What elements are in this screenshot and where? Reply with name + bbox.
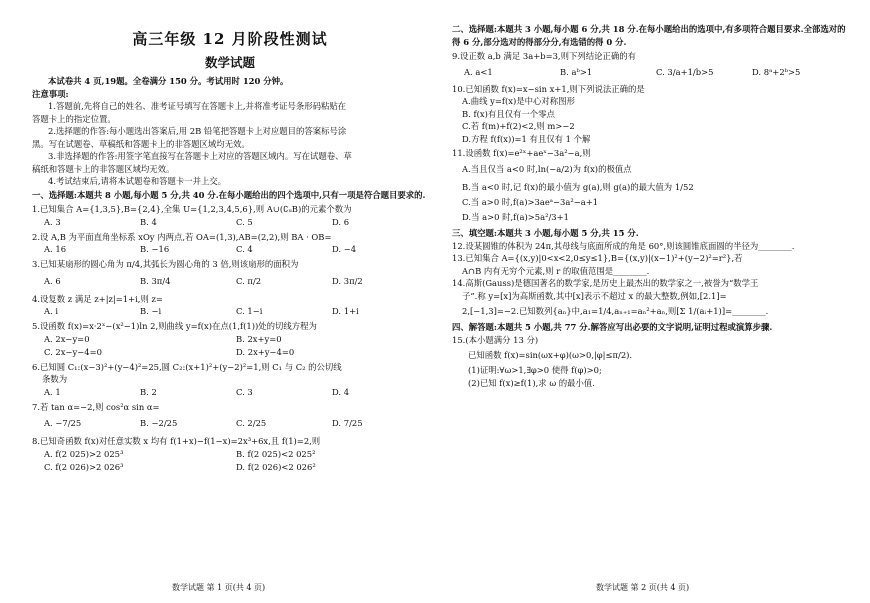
option-c: C. 5 (236, 216, 253, 227)
exam-info: 本试卷共 4 页,19题。全卷满分 150 分。考试用时 120 分钟。 (48, 76, 289, 86)
section-3-heading: 三、填空题:本题共 3 小题,每小题 5 分,共 15 分. (452, 228, 639, 238)
option-b: B. 2 (140, 386, 157, 397)
question-1: 1.已知集合 A={1,3,5},B={2,4},全集 U={1,2,3,4,5,6},则 A∪(∁ᵤB)的元素个数为 (32, 204, 352, 214)
question-7-options (32, 413, 428, 433)
option-b: B. aᵇ>1 (560, 66, 593, 77)
question-4: 4.设复数 z 满足 z+|z|=1+i,则 z= (32, 293, 163, 304)
option-a: A. a<1 (464, 66, 493, 77)
option-a: A. f(2 025)>2 025³ (44, 448, 124, 459)
question-15-stem: 已知函数 f(x)=sin(ωx+φ)(ω>0,|φ|≤π/2). (468, 350, 633, 360)
option-d: D. 6 (332, 216, 350, 227)
option-c: C. π/2 (236, 275, 262, 286)
exam-title: 高三年级 12 月阶段性测试 (132, 30, 328, 48)
option-c: C. 4 (236, 244, 253, 254)
section-4-heading: 四、解答题:本题共 5 小题,共 77 分.解答应写出必要的文字说明,证明过程或演算步骤. (452, 322, 773, 332)
question-4-options (32, 305, 428, 318)
option-a: A. 6 (44, 275, 61, 286)
question-2-options (32, 243, 428, 256)
question-8: 8.已知奇函数 f(x)对任意实数 x 均有 f(1+x)−f(1−x)=2x³+6x,且 f(1)=2,则 (32, 436, 321, 446)
question-5-options-row-2 (32, 346, 428, 359)
option-b: B. −i (140, 306, 162, 316)
question-11-option-c: C.当 a>0 时,f(a)>3aeᵃ−3a²−a+1 (462, 196, 599, 207)
option-c: C. 2/25 (236, 418, 267, 428)
option-b: B. 3π/4 (140, 275, 171, 286)
question-11-option-d: D.当 a>0 时,f(a)>5a²/3+1 (462, 212, 569, 222)
question-10: 10.已知函数 f(x)=x−sin x+1,则下列说法正确的是 (452, 83, 645, 94)
option-d: D. 7/25 (332, 418, 363, 428)
option-a: A. 3 (44, 216, 61, 227)
question-3-options (32, 271, 428, 291)
page-1 (32, 22, 428, 474)
section-2-heading: 二、选择题:本题共 3 小题,每小题 6 分,共 18 分.在每小题给出的选项中,有多项符合题目要求.全部选对的得 6 分,部分选对的得部分分,有选错的得 0 分. (452, 24, 846, 47)
page-2-footer: 数学试题 第 2 页(共 4 页) (596, 583, 690, 592)
option-a: A. 1 (44, 386, 61, 397)
option-d: D. f(2 026)<2 026² (236, 461, 316, 472)
question-2: 2.设 A,B 为平面直角坐标系 xOy 内两点,若 OA=(1,3),AB=(2,2),则 BA · OB= (32, 231, 332, 242)
note-2-line-1: 2.选择题的作答:每小题选出答案后,用 2B 铅笔把答题卡上对应题目的答案标号涂 (48, 126, 347, 136)
question-11: 11.设函数 f(x)=e²ˣ+aeˣ−3a²−a,则 (452, 148, 591, 158)
question-6-options (32, 386, 428, 399)
option-b: B. −2/25 (140, 418, 178, 428)
option-d: D. 2x+y−4=0 (236, 346, 295, 357)
option-b: B. f(2 025)<2 025² (236, 448, 316, 459)
question-11-option-b: B.当 a<0 时,记 f(x)的最小值为 g(a),则 g(a)的最大值为 1/52 (462, 181, 694, 192)
option-c: C. f(2 026)>2 026³ (44, 461, 124, 472)
option-a: A. 16 (44, 244, 67, 254)
exam-subtitle: 数学试题 (204, 55, 255, 70)
page-2 (452, 22, 848, 389)
option-b: B. −16 (140, 244, 170, 254)
option-a: A. 2x−y=0 (44, 333, 90, 344)
question-3: 3.已知某扇形的圆心角为 π/4,其弧长为圆心角的 3 倍,则该扇形的面积为 (32, 259, 299, 269)
question-7: 7.若 tan α=−2,则 cos²α sin α= (32, 401, 160, 412)
note-1-line-2: 答题卡上的指定位置。 (32, 113, 116, 124)
question-13-line-2: A∩B 内有无穷个元素,则 r 的取值范围是________. (462, 265, 650, 276)
question-10-option-d: D.方程 f(f(x))=1 有且仅有 1 个解 (462, 133, 591, 144)
question-8-options-row-2 (32, 461, 428, 474)
question-1-options (32, 216, 428, 229)
option-c: C. 3/a+1/b>5 (656, 66, 714, 77)
question-11-option-a: A.当且仅当 a<0 时,ln(−a/2)为 f(x)的极值点 (462, 163, 632, 174)
question-8-options-row-1 (32, 448, 428, 461)
option-d: D. −4 (332, 244, 357, 254)
option-b: B. 4 (140, 216, 157, 227)
question-15-part-2: (2)已知 f(x)≥f(1),求 ω 的最小值. (468, 377, 595, 388)
question-13-line-1: 13.已知集合 A={(x,y)|0<x<2,0≤y≤1},B={(x,y)|(x−1)²+(y−2)²=r²},若 (452, 253, 743, 263)
note-3-line-1: 3.非选择题的作答:用签字笔直接写在答题卡上对应的答题区域内。写在试题卷、草 (48, 151, 352, 161)
question-5-options-row-1 (32, 333, 428, 346)
question-12: 12.设某圆锥的体积为 24π,其母线与底面所成的角是 60°,则该圆锥底面圆的半径为________. (452, 240, 795, 251)
question-6-line-1: 6.已知圆 C₁:(x−3)²+(y−4)²=25,圆 C₂:(x+1)²+(y−2)²=1,则 C₁ 与 C₂ 的公切线 (32, 361, 342, 372)
question-9: 9.设正数 a,b 满足 3a+b=3,则下列结论正确的有 (452, 51, 636, 61)
question-14-line-1: 14.高斯(Gauss)是德国著名的数学家,是历史上最杰出的数学家之一,被誉为“数学王 (452, 278, 759, 288)
question-14-line-2: 子”.称 y=[x]为高斯函数,其中[x]表示不超过 x 的最大整数,例如,[2.1]= (462, 290, 727, 301)
question-9-options (452, 63, 848, 81)
note-2-line-2: 黑。写在试题卷、草稿纸和答题卡上的非答题区域均无效。 (32, 138, 250, 149)
question-15: 15.(本小题满分 13 分) (452, 334, 539, 345)
question-5: 5.设函数 f(x)=x·2ˣ−(x²−1)ln 2,则曲线 y=f(x)在点(1,f(1))处的切线方程为 (32, 321, 317, 331)
question-14-line-3: 2,[−1,3]=−2.已知数列{aₙ}中,a₁=1/4,aₙ₊₁=aₙ²+aₙ,则[Σ 1/(aᵢ+1)]=________. (462, 306, 769, 316)
option-d: D. 8ᵃ+2ᵇ>5 (752, 66, 801, 77)
option-c: C. 1−i (236, 306, 263, 316)
question-10-option-a: A.曲线 y=f(x)是中心对称图形 (462, 96, 575, 106)
page-1-footer: 数学试题 第 1 页(共 4 页) (172, 583, 266, 592)
option-d: D. 3π/2 (332, 275, 363, 286)
option-c: C. 3 (236, 386, 253, 397)
option-d: D. 1+i (332, 306, 359, 316)
question-10-option-c: C.若 f(m)+f(2)<2,则 m>−2 (462, 121, 575, 131)
note-4: 4.考试结束后,请将本试题卷和答题卡一并上交。 (48, 176, 227, 186)
option-d: D. 4 (332, 386, 350, 397)
question-15-part-1: (1)证明:∀ω>1,∃φ>0 使得 f(φ)>0; (468, 365, 602, 375)
option-b: B. 2x+y=0 (236, 333, 282, 344)
option-a: A. i (44, 306, 59, 316)
option-a: A. −7/25 (44, 418, 82, 428)
option-c: C. 2x−y−4=0 (44, 346, 102, 357)
note-3-line-2: 稿纸和答题卡上的非答题区域均无效。 (32, 163, 175, 174)
notes-heading: 注意事项: (32, 88, 69, 99)
question-10-option-b: B. f(x)有且仅有一个零点 (462, 108, 555, 119)
question-6-line-2: 条数为 (42, 374, 68, 384)
section-1-heading: 一、选择题:本题共 8 小题,每小题 5 分,共 40 分.在每小题给出的四个选项中,只有一项是符合题目要求的. (32, 189, 426, 200)
note-1-line-1: 1.答题前,先将自己的姓名、准考证号填写在答题卡上,并将准考证号条形码粘贴在 (48, 101, 347, 111)
